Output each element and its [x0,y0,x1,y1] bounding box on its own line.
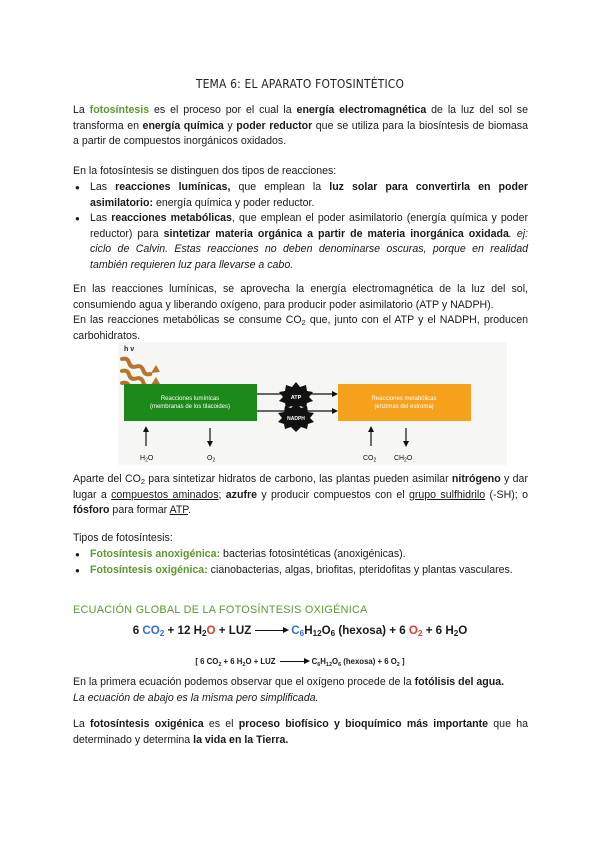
text: CH [394,455,405,462]
term: reacciones lumínicas, [115,181,231,193]
text: (-SH); o [485,488,528,501]
subscript: 2 [404,457,407,464]
text: y producir compuestos con el [256,488,409,501]
text: O [406,455,413,462]
text: que, junto con el ATP y el NADPH, producen carbohidratos. [73,314,528,342]
equation-full [0,624,600,637]
text: O [207,455,213,462]
green-box-line1: Reacciones lumínicas [160,396,220,402]
subscript: 2 [242,662,246,668]
para-asimilacion [73,472,528,519]
subscript: 2 [159,629,165,638]
text: . [188,504,191,517]
text: ] [399,657,405,666]
text: La [73,104,90,116]
subscript: 6 [330,629,336,638]
term: nitrógeno [451,473,501,485]
text: H [193,624,202,637]
orange-box [338,384,471,421]
atp-label: ATP [290,395,302,401]
term-energia-em: energía electromagnética [296,104,427,116]
subscript: 2 [301,318,306,327]
reacciones-lead: En la fotosíntesis se distinguen dos tipos de reacciones: [73,165,337,177]
term-poder-reductor: poder reductor [236,119,313,132]
para-fotolisis [73,675,528,706]
text: cianobacterias, algas, briofitas, pteridofitas y plantas vasculares. [207,563,513,576]
text: que ha determinado y determina [73,718,528,746]
reaction-arrow [255,630,287,631]
list-item [73,180,528,211]
text: que emplean la [230,181,330,193]
text: + 6 H [422,624,454,637]
text: de la luz del sol se transforma en [73,104,528,132]
text: (hexosa) + 6 [335,624,409,637]
term: reacciones metabólicas [111,212,232,225]
list-item [73,211,528,273]
term-underlined: grupo sulfhidrilo [408,488,486,501]
text: es el proceso por el cual la [149,104,297,116]
term: azufre [225,488,257,501]
text: para formar [109,504,170,517]
text: La [73,718,91,730]
subscript: 2 [396,662,400,668]
text: energía química y poder reductor. [153,196,315,209]
text: que se utiliza para la biosíntesis de biomasa a partir de compuestos inorgánicos oxidados. [73,119,528,148]
term: fósforo [73,504,110,517]
text: y dar lugar a [73,473,528,501]
term-underlined: ATP [169,504,188,517]
list-item [73,547,528,563]
text: O [331,657,339,666]
text: CO [142,624,160,637]
subscript: 2 [453,629,459,638]
term: Fotosíntesis oxigénica: [90,563,208,576]
text: + 12 [164,624,194,637]
text: O + LUZ [245,657,276,666]
text: + 6 H [221,657,243,666]
text: bacterias fotosintéticas (anoxigénicas). [220,548,406,560]
text: C [311,657,318,666]
subscript: 2 [417,629,423,638]
subscript: 6 [299,629,305,638]
list-item [73,563,528,579]
text: para sintetizar hidratos de carbono, las plantas pueden asimilar [144,473,452,485]
text: O [458,624,468,637]
text: y [223,119,237,132]
text: [ 6 CO [195,657,219,666]
term: proceso biofísico y bioquímico más importante [238,718,489,730]
tipos-list [73,547,528,578]
subscript: 12 [312,629,322,638]
para-metabolicas [73,313,528,344]
text: O [321,624,331,637]
hv-label: h ν [124,346,135,353]
intro-paragraph [73,103,528,150]
orange-box-line2: (enzimas del estroma) [374,404,434,410]
text: C [291,624,300,637]
text: es el [203,718,239,730]
orange-box-line1: Reacciones metabólicas [371,396,437,402]
text: En la primera ecuación podemos observar que el oxígeno procede de la [73,676,415,688]
term-energia-quimica: energía química [142,119,224,132]
term: fotosíntesis oxigénica [90,718,204,730]
term: fotólisis del agua. [414,676,505,688]
green-box [124,384,257,421]
text: Las [90,181,116,193]
tipos-lead: Tipos de fotosíntesis: [73,532,173,544]
term: la vida en la Tierra. [193,733,289,746]
text: H [140,455,146,462]
para-luminicas: En las reacciones lumínicas, se aprovecha la energía electromagnética de la luz del sol, consumiendo agua y liberando oxígeno, para producir poder asimilatorio (ATP y NADPH). [73,283,528,311]
subscript: 6 [338,662,342,668]
text: Las [90,212,112,225]
note-italic: . ej: ciclo de Calvin. Estas reacciones no deben denominarse oscuras, porque en realidad también requieren luz para llevarse a cabo. [90,227,529,271]
text: H [320,657,326,666]
text: , que emplean el poder asimilatorio (energía química y poder reductor) para [90,212,528,240]
subscript: 6 [317,662,321,668]
term: luz solar para convertirla en poder asimilatorio: [90,181,528,209]
page-title: TEMA 6: EL APARATO FOTOSINTÉTICO [195,76,405,91]
term: Fotosíntesis anoxigénica: [90,548,221,560]
subscript: 12 [325,662,332,668]
reacciones-list [73,180,528,274]
equation-simplified [0,657,600,666]
nadph-label: NADPH [287,416,305,422]
subscript: 2 [212,457,216,464]
note-italic: La ecuación de abajo es la misma pero simplificada. [73,691,319,704]
subscript: 2 [202,629,207,638]
text: En las reacciones metabólicas se consume CO [73,314,302,326]
section-title: ECUACIÓN GLOBAL DE LA FOTOSÍNTESIS OXIGÉNICA [73,604,368,616]
text: O [408,624,418,637]
text: (hexosa) + 6 O [341,657,397,666]
text: 6 [132,624,143,637]
subscript: 2 [145,457,148,464]
green-box-line2: (membranas de los tilacoides) [149,404,231,410]
text: + LUZ [215,624,252,637]
text: O [147,455,154,462]
para-conclusion [73,717,528,748]
text: H [304,624,313,637]
text: CO [363,455,374,462]
subscript: 2 [140,477,145,486]
reaction-arrow [280,661,308,662]
term-underlined: compuestos aminados; [111,488,222,501]
text: Aparte del CO [73,473,141,485]
term: sintetizar materia orgánica a partir de materia inorgánica oxidada [163,227,509,240]
term-fotosintesis: fotosíntesis [89,104,150,116]
subscript: 2 [373,457,377,464]
subscript: 2 [218,662,222,668]
photosynthesis-diagram [118,342,507,465]
text: O [206,624,216,637]
